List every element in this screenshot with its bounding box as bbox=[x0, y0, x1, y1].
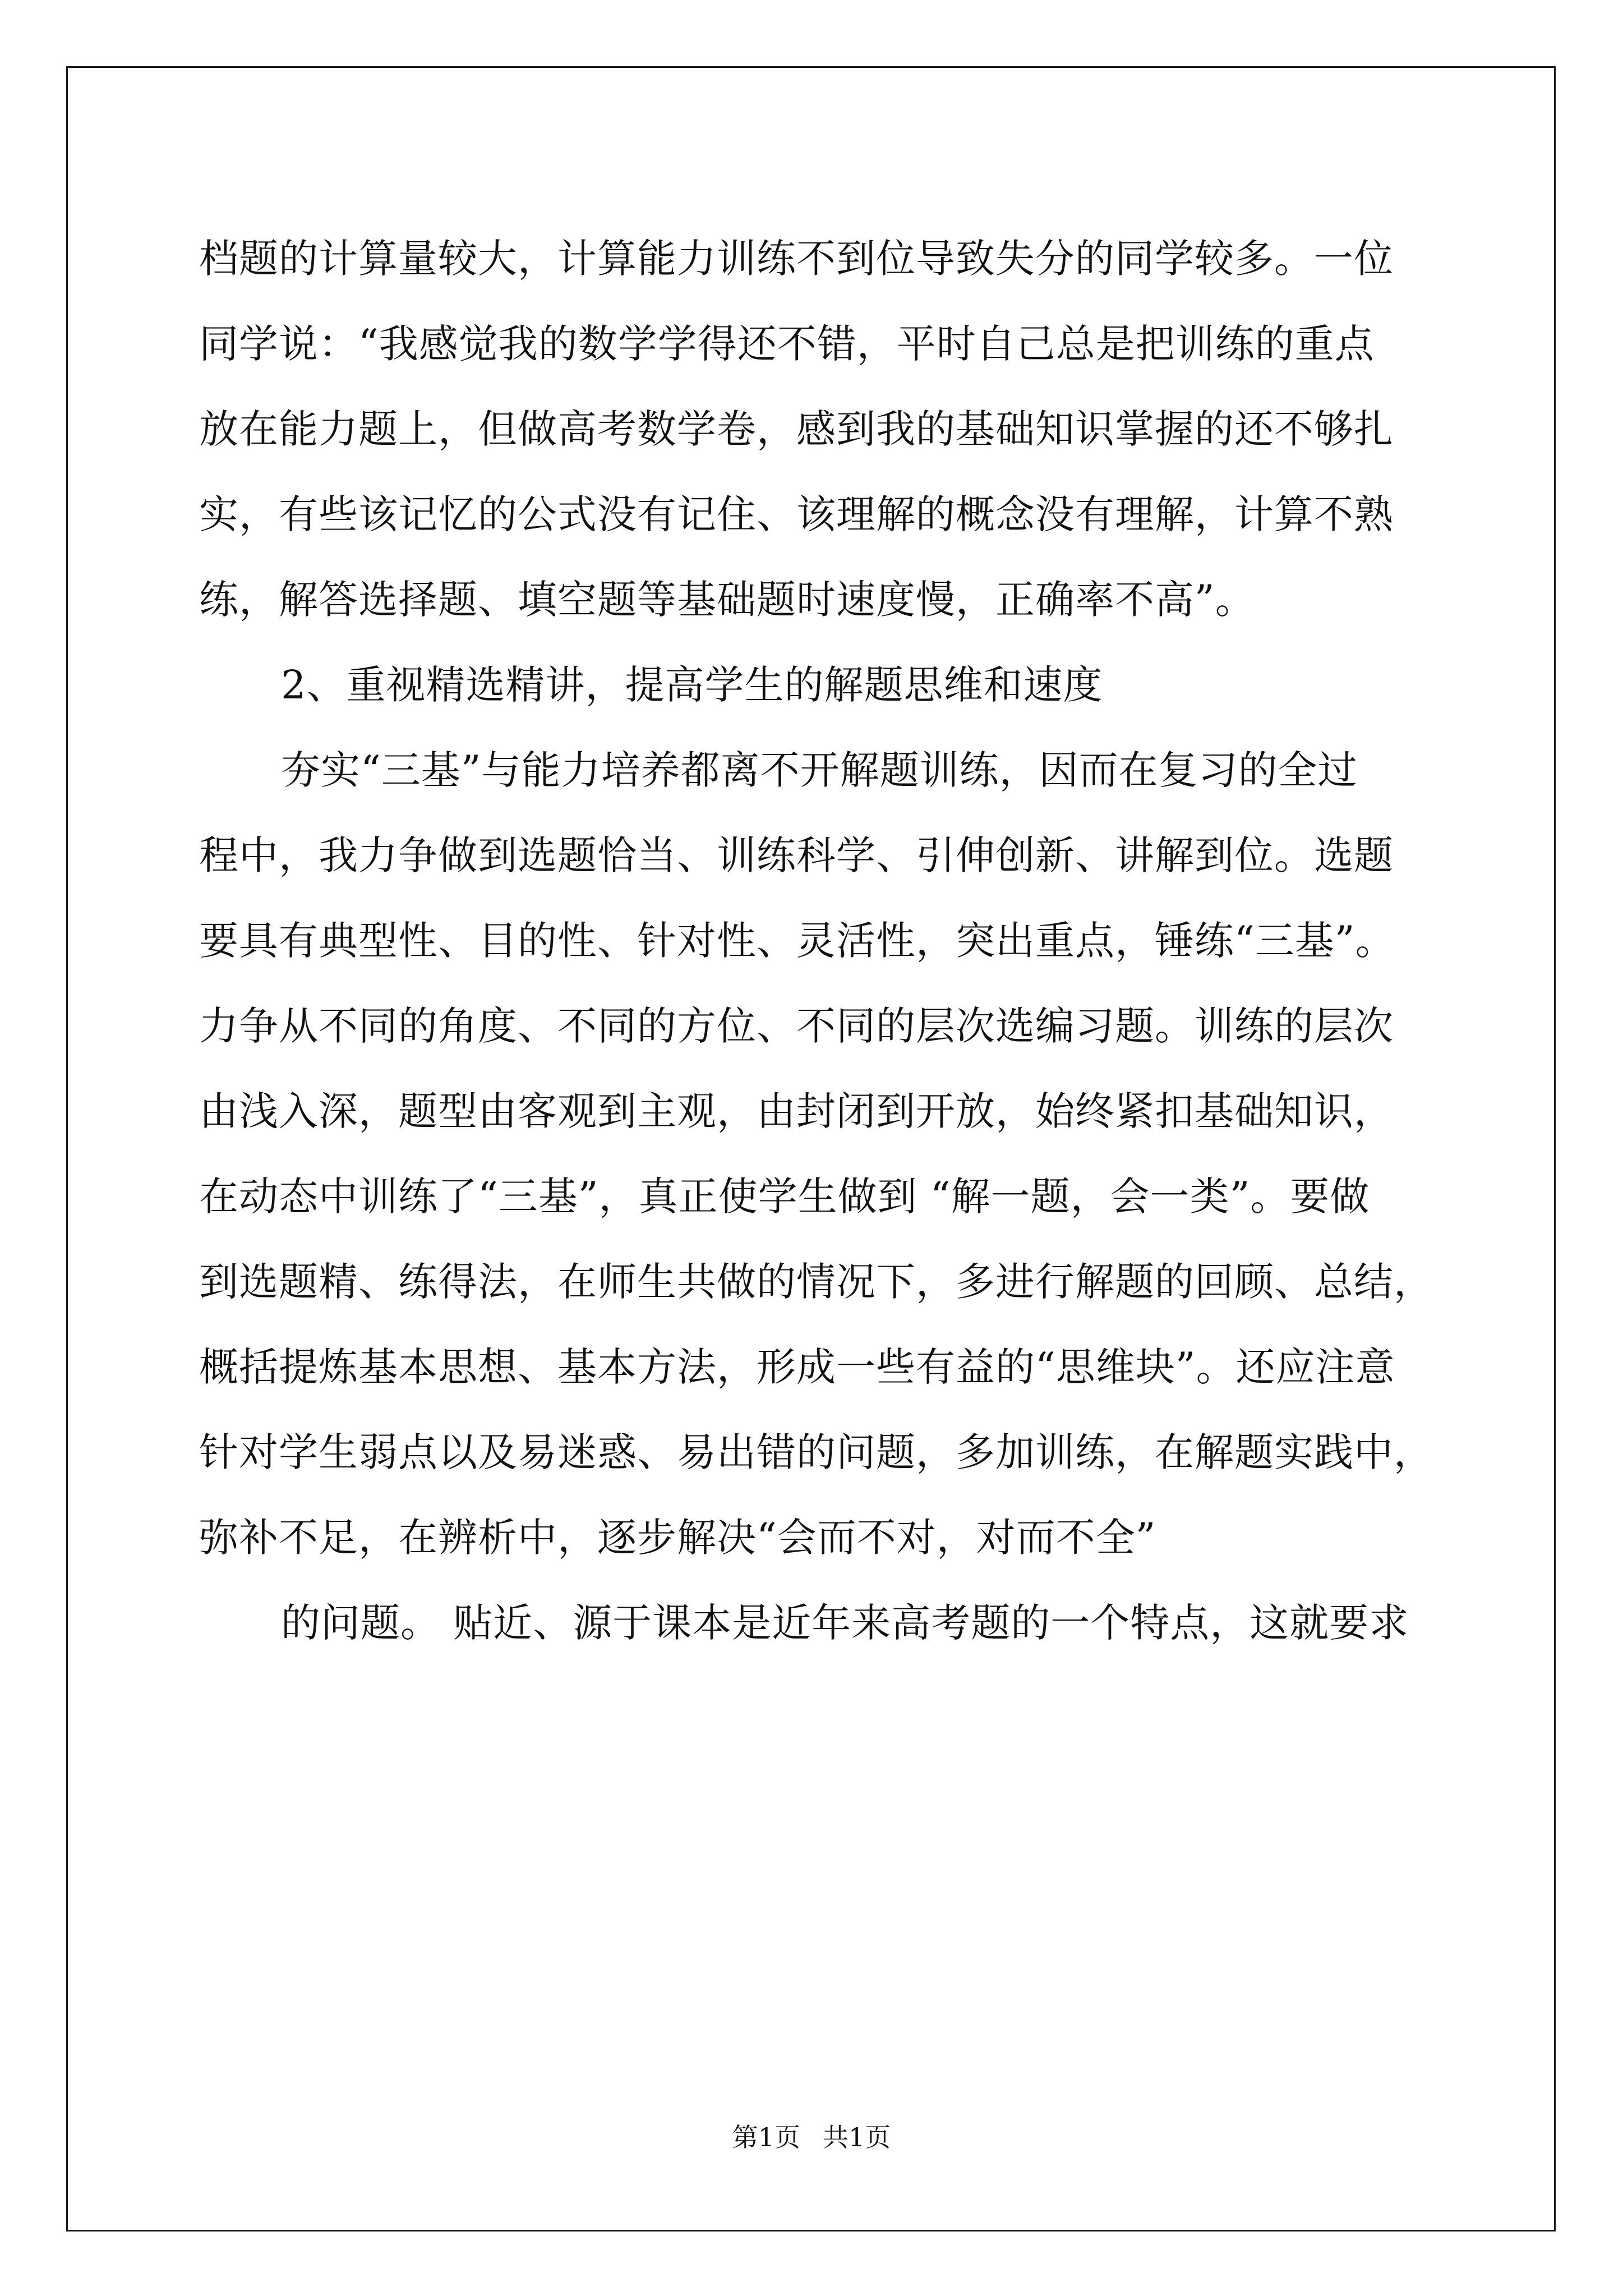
body-line-10: 力争从不同的角度、不同的方位、不同的层次选编习题。训练的层次 bbox=[199, 1003, 1394, 1049]
page-total: 共1页 bbox=[823, 2122, 891, 2152]
body-line-8: 程中，我力争做到选题恰当、训练科学、引伸创新、讲解到位。选题 bbox=[199, 832, 1394, 878]
body-line-1: 档题的计算量较大，计算能力训练不到位导致失分的同学较多。一位 bbox=[199, 236, 1394, 282]
body-line-17: 的问题。 贴近、源于课本是近年来高考题的一个特点，这就要求 bbox=[281, 1600, 1409, 1646]
document-body bbox=[199, 216, 1467, 1665]
body-line-5: 练，解答选择题、填空题等基础题时速度慢，正确率不高”。 bbox=[199, 577, 1255, 623]
body-line-9: 要具有典型性、目的性、针对性、灵活性，突出重点，锤练“三基”。 bbox=[199, 918, 1395, 964]
body-line-7: 夯实“三基”与能力培养都离不开解题训练，因而在复习的全过 bbox=[281, 747, 1358, 793]
body-line-16: 弥补不足，在辨析中，逐步解决“会而不对，对而不全” bbox=[199, 1515, 1156, 1561]
section-heading: 2、重视精选精讲，提高学生的解题思维和速度 bbox=[281, 662, 1103, 708]
body-line-3: 放在能力题上，但做高考数学卷，感到我的基础知识掌握的还不够扎 bbox=[199, 406, 1394, 452]
page-footer bbox=[0, 2120, 1623, 2154]
body-line-14: 概括提炼基本思想、基本方法，形成一些有益的“思维块”。还应注意 bbox=[199, 1344, 1395, 1390]
body-line-12: 在动态中训练了“三基”，真正使学生做到 “解一题，会一类”。要做 bbox=[199, 1174, 1370, 1220]
body-line-13: 到选题精、练得法，在师生共做的情况下，多进行解题的回顾、总结， bbox=[199, 1259, 1433, 1305]
body-line-15: 针对学生弱点以及易迷惑、易出错的问题，多加训练，在解题实践中， bbox=[199, 1429, 1433, 1475]
page-number: 第1页 bbox=[732, 2122, 800, 2152]
body-line-4: 实，有些该记忆的公式没有记住、该理解的概念没有理解，计算不熟 bbox=[199, 491, 1394, 537]
body-line-2: 同学说：“我感觉我的数学学得还不错，平时自己总是把训练的重点 bbox=[199, 321, 1375, 367]
body-line-11: 由浅入深，题型由客观到主观，由封闭到开放，始终紧扣基础知识， bbox=[199, 1088, 1394, 1134]
